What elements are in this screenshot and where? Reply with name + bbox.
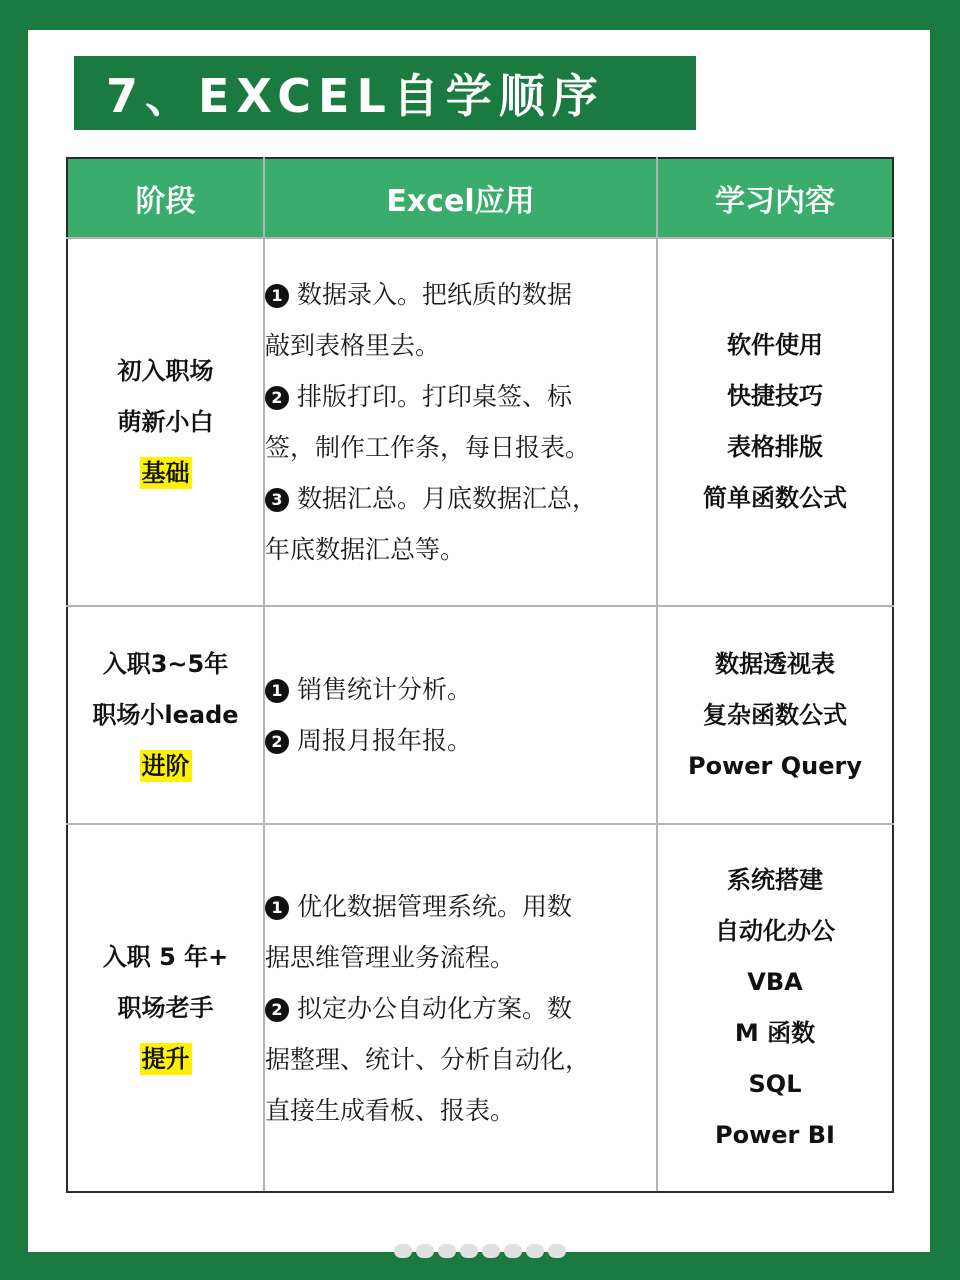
stage-cell	[67, 606, 264, 824]
learn-item: M 函数	[734, 1019, 816, 1047]
number-badge-icon: 1	[265, 679, 289, 703]
title-banner	[74, 56, 696, 130]
stage-line: 入职3~5年	[102, 649, 229, 678]
excel-app-cell	[264, 824, 657, 1192]
page-title: 7、EXCEL自学顺序	[106, 69, 605, 123]
app-item	[265, 664, 656, 715]
app-text: 年底数据汇总等。	[265, 535, 466, 564]
learn-item: Power BI	[715, 1121, 835, 1149]
app-item	[265, 881, 656, 983]
level-badge: 进阶	[141, 751, 190, 780]
table-row	[67, 606, 893, 824]
learning-content-cell	[657, 238, 893, 606]
app-text: 排版打印。打印桌签、标	[297, 382, 573, 411]
excel-app-cell	[264, 238, 657, 606]
app-text: 据思维管理业务流程。	[265, 942, 516, 972]
learn-item: 表格排版	[727, 433, 823, 461]
stage-cell	[67, 824, 264, 1192]
app-text: 数据录入。把纸质的数据	[297, 280, 573, 309]
learning-content-cell	[657, 824, 893, 1192]
number-badge-icon: 2	[265, 386, 289, 410]
stage-line: 职场小leade	[92, 700, 239, 729]
learn-item: SQL	[748, 1070, 802, 1098]
learn-item: 数据透视表	[715, 649, 835, 678]
app-text: 拟定办公自动化方案。数	[297, 993, 573, 1023]
learn-item: VBA	[747, 968, 803, 996]
number-badge-icon: 2	[265, 998, 289, 1022]
stage-line: 萌新小白	[117, 407, 214, 436]
number-badge-icon: 2	[265, 730, 289, 754]
app-text: 签，制作工作条，每日报表。	[265, 433, 591, 462]
learn-item: 软件使用	[727, 331, 823, 359]
table-row	[67, 824, 893, 1192]
app-item	[265, 371, 656, 473]
app-text: 数据汇总。月底数据汇总，	[297, 484, 598, 513]
stage-line: 职场老手	[117, 993, 214, 1022]
number-badge-icon: 3	[265, 488, 289, 512]
learn-item: Power Query	[688, 751, 862, 780]
learn-item: 简单函数公式	[703, 484, 847, 512]
app-item	[265, 269, 656, 371]
header-excel-app: Excel应用	[264, 158, 657, 238]
excel-app-cell	[264, 606, 657, 824]
header-learning-content: 学习内容	[657, 158, 893, 238]
learn-item: 快捷技巧	[727, 382, 823, 410]
app-item	[265, 983, 656, 1136]
learning-order-table	[66, 157, 894, 1193]
stage-cell	[67, 238, 264, 606]
learning-content-cell	[657, 606, 893, 824]
stage-line: 初入职场	[117, 356, 214, 385]
learn-item: 系统搭建	[727, 866, 823, 894]
app-text: 直接生成看板、报表。	[265, 1095, 516, 1125]
level-badge: 基础	[141, 458, 190, 487]
app-text: 优化数据管理系统。用数	[297, 891, 573, 921]
app-item	[265, 473, 656, 575]
learn-item: 复杂函数公式	[703, 700, 847, 729]
watermark-dots	[380, 1244, 580, 1262]
app-text: 据整理、统计、分析自动化，	[265, 1044, 591, 1074]
stage-line: 入职 5 年+	[102, 942, 229, 971]
header-stage: 阶段	[67, 158, 264, 238]
learn-item: 自动化办公	[715, 917, 835, 945]
number-badge-icon: 1	[265, 284, 289, 308]
app-item	[265, 715, 656, 766]
level-badge: 提升	[141, 1044, 190, 1073]
app-text: 销售统计分析。	[297, 675, 473, 704]
table-row	[67, 238, 893, 606]
app-text: 敲到表格里去。	[265, 331, 441, 360]
number-badge-icon: 1	[265, 896, 289, 920]
table-header-row	[67, 158, 893, 238]
app-text: 周报月报年报。	[297, 726, 473, 755]
